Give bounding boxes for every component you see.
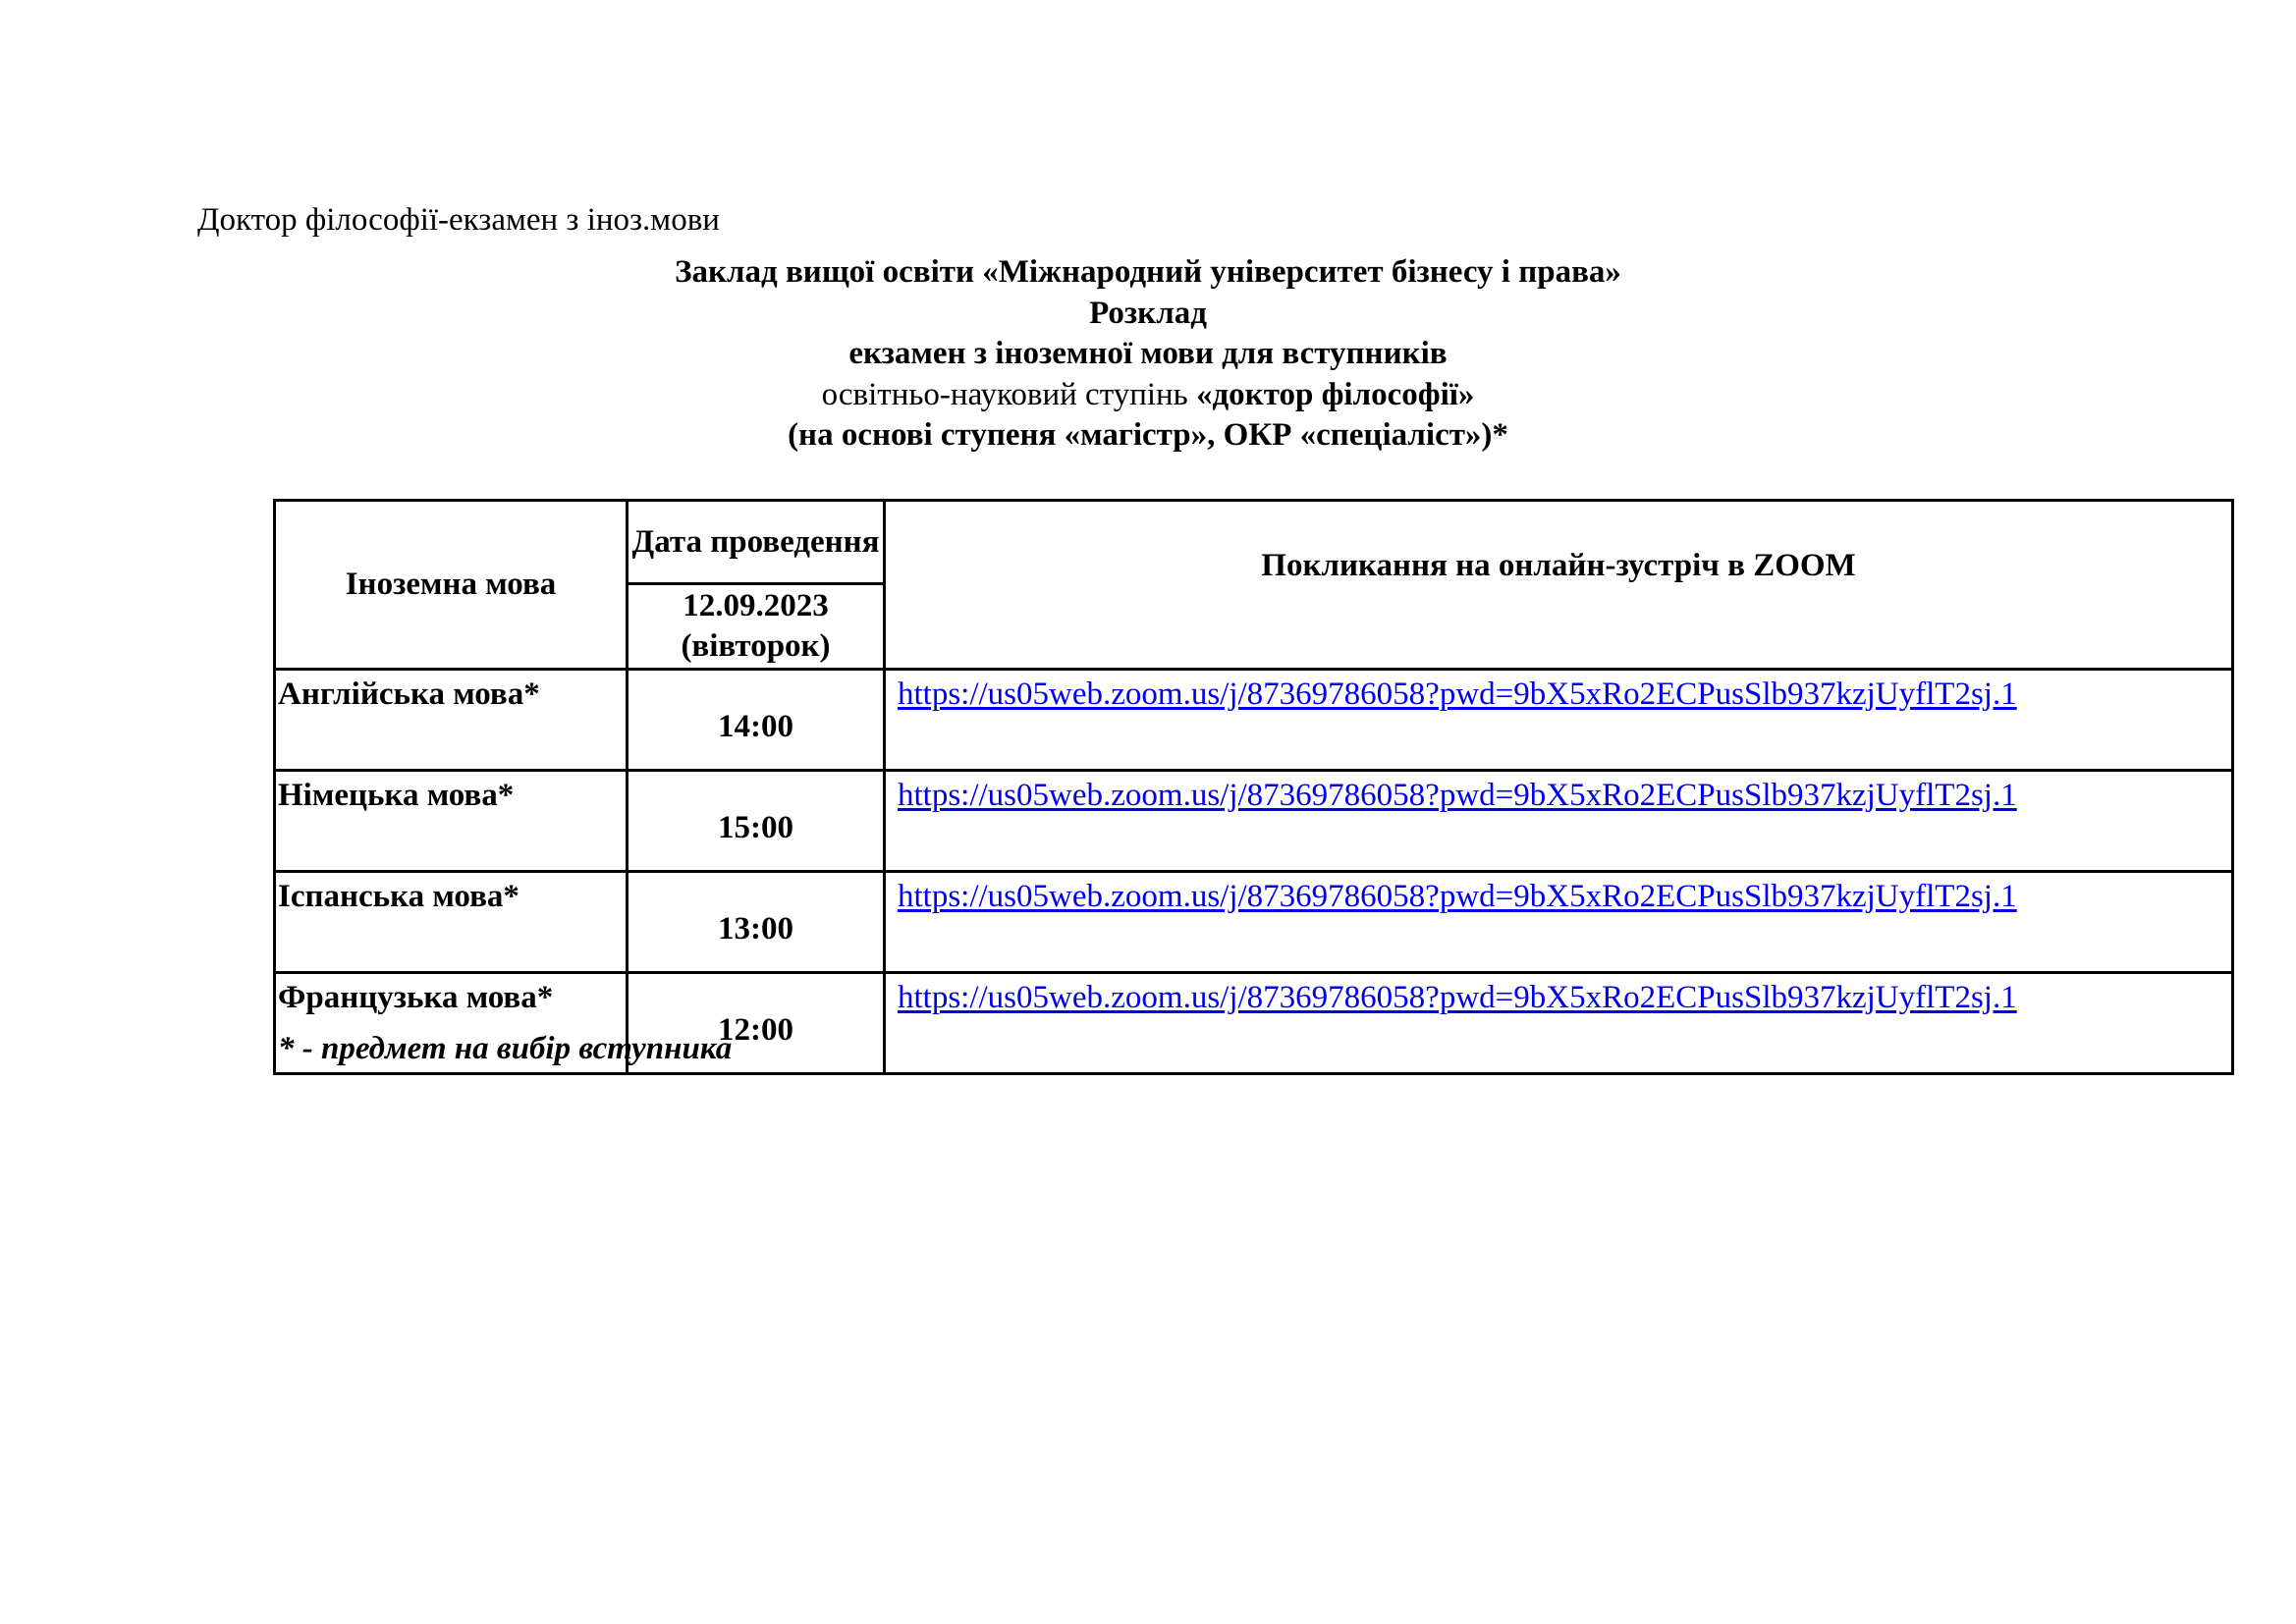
zoom-link-cell: [885, 771, 2233, 872]
degree-prefix: освітньо-науковий ступінь: [821, 376, 1196, 412]
degree-name: «доктор філософії»: [1195, 376, 1475, 412]
language-cell: Англійська мова*: [275, 670, 628, 771]
footnote: * - предмет на вибір вступника: [278, 1031, 733, 1066]
language-cell: Іспанська мова*: [275, 872, 628, 973]
zoom-link[interactable]: https://us05web.zoom.us/j/87369786058?pwd=9bX5xRo2ECPusSlb937kzjUyflT2sj.1: [898, 778, 2017, 813]
time-cell: 13:00: [628, 872, 885, 973]
degree-line: [0, 375, 2296, 416]
zoom-link-cell: [885, 670, 2233, 771]
header-date-label: Дата проведення: [628, 501, 885, 584]
table-row: [275, 670, 2233, 771]
degree-basis: (на основі ступеня «магістр», ОКР «спеціаліст»)*: [788, 417, 1508, 453]
schedule-table: [273, 499, 2234, 1075]
zoom-link[interactable]: https://us05web.zoom.us/j/87369786058?pwd=9bX5xRo2ECPusSlb937kzjUyflT2sj.1: [898, 677, 2017, 712]
schedule-title: Розклад: [1089, 295, 1207, 331]
document-heading: [0, 252, 2296, 457]
time-cell: 14:00: [628, 670, 885, 771]
exam-subtitle: екзамен з іноземної мови для вступників: [848, 336, 1448, 371]
zoom-link-cell: [885, 973, 2233, 1074]
header-language: Іноземна мова: [275, 501, 628, 670]
language-cell: Німецька мова*: [275, 771, 628, 872]
table-header-row: [275, 501, 2233, 584]
time-cell: 15:00: [628, 771, 885, 872]
header-zoom-link: Покликання на онлайн-зустріч в ZOOM: [885, 501, 2233, 670]
zoom-link[interactable]: https://us05web.zoom.us/j/87369786058?pwd=9bX5xRo2ECPusSlb937kzjUyflT2sj.1: [898, 980, 2017, 1015]
time-cell: 12:00: [628, 973, 885, 1074]
zoom-link-cell: [885, 872, 2233, 973]
exam-date: 12.09.2023: [683, 588, 829, 623]
table-row: [275, 771, 2233, 872]
exam-day: (вівторок): [681, 628, 831, 664]
header-date-value: [628, 584, 885, 670]
institution-title: Заклад вищої освіти «Міжнародний університет бізнесу і права»: [675, 254, 1621, 290]
page-label: Доктор філософії-екзамен з іноз.мови: [197, 202, 720, 238]
zoom-link[interactable]: https://us05web.zoom.us/j/87369786058?pwd=9bX5xRo2ECPusSlb937kzjUyflT2sj.1: [898, 879, 2017, 914]
language-cell: Французька мова*: [275, 973, 628, 1074]
table-row: [275, 872, 2233, 973]
